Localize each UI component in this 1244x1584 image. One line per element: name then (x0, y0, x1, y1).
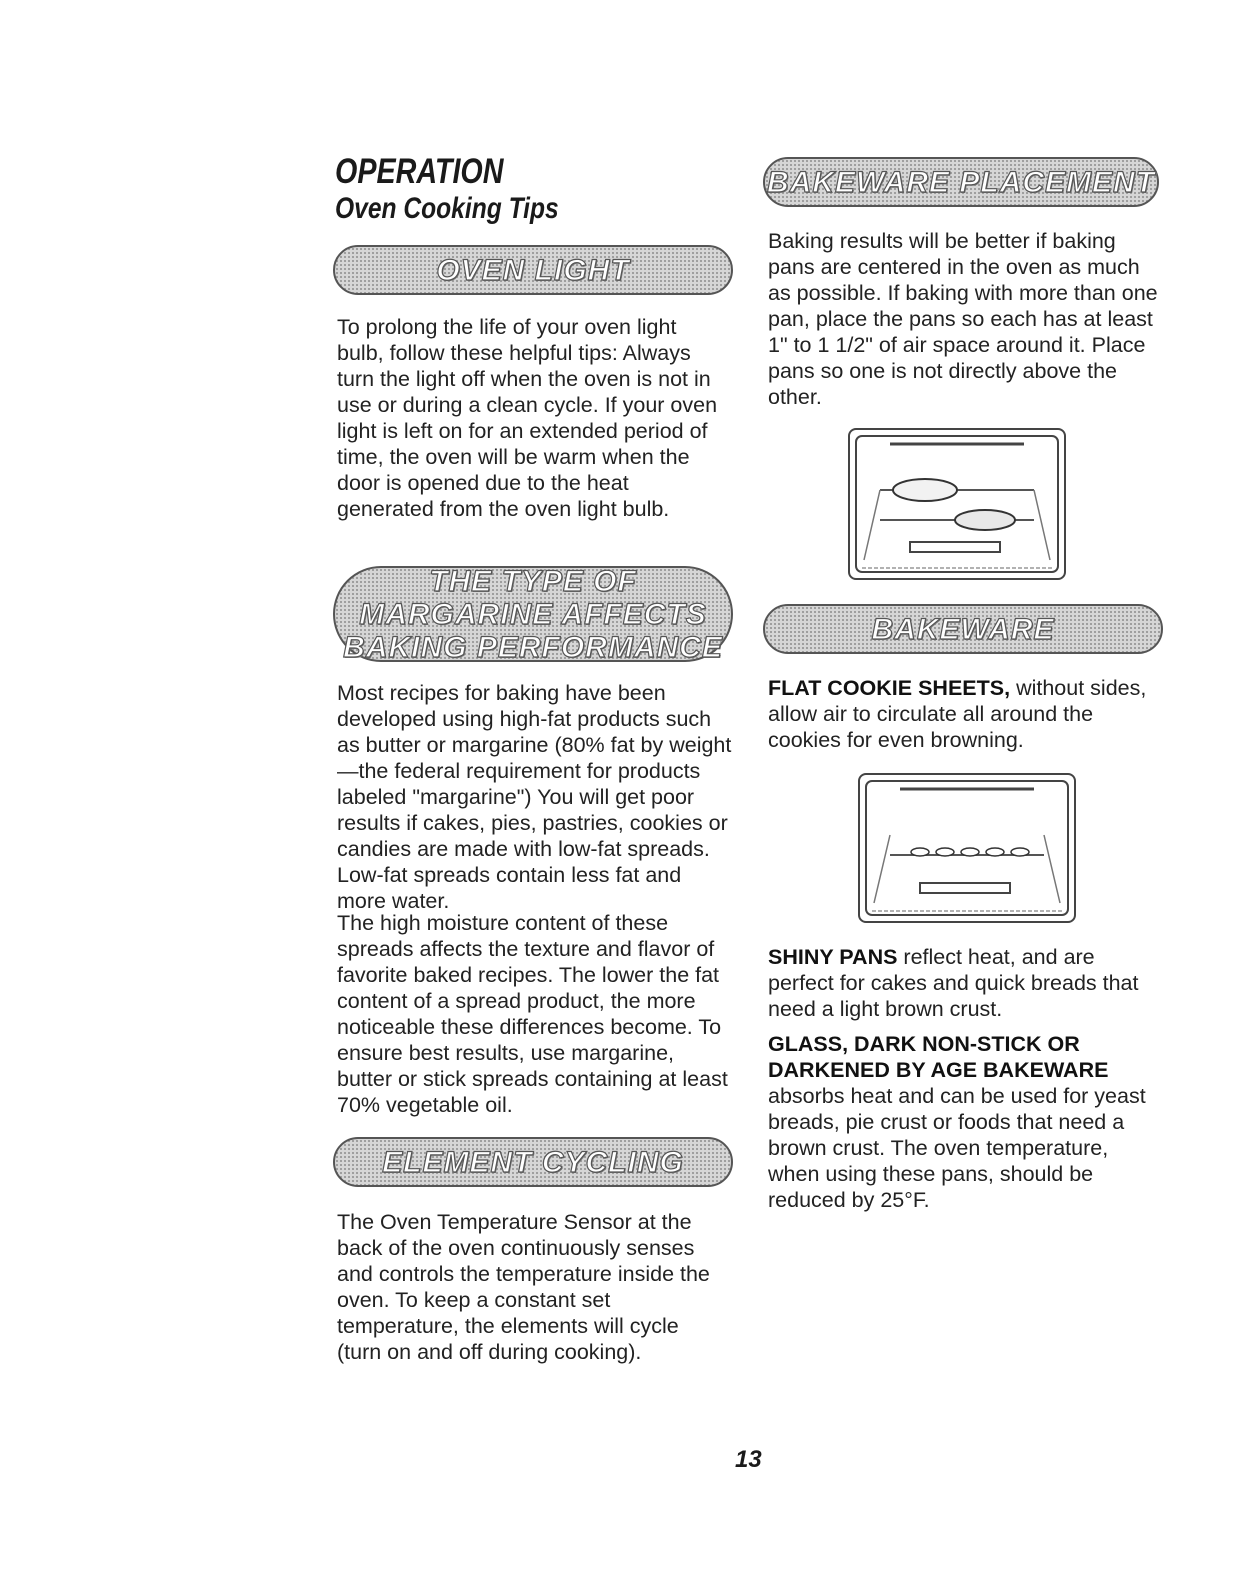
margarine-heading-line2: MARGARINE AFFECTS (359, 597, 707, 631)
bakeware-heading: BAKEWARE (871, 612, 1055, 646)
oven-light-text: To prolong the life of your oven light bulb, follow these helpful tips: Always turn the light off when the oven is not in use or during a clean cycle. If your oven light is left on for an extended period of time, the oven will be warm when the door is opened due to the heat generated from the oven light bulb. (337, 315, 718, 521)
shiny-pans-desc: reflect heat, and are perfect for cakes and quick breads that need a light brown crust. (768, 945, 1139, 1021)
glass-dark-label: GLASS, DARK NON-STICK OR DARKENED BY AGE BAKEWARE (768, 1032, 1109, 1082)
margarine-banner (333, 566, 733, 662)
cookie-sheets-text (768, 675, 1158, 753)
oven-light-heading: OVEN LIGHT (436, 253, 630, 287)
oven-two-pans-illustration (848, 428, 1066, 580)
placement-text: Baking results will be better if baking pans are centered in the oven as much as possible. If baking with more than one pan, place the pans so each has at least 1" to 1 1/2" of air space around it. Place pans so one is not directly above the other. (768, 229, 1158, 409)
bakeware-banner (763, 604, 1163, 654)
margarine-heading-line1: THE TYPE OF (429, 564, 637, 598)
glass-dark-text: absorbs heat and can be used for yeast breads, pie crust or foods that need a brown crust. The oven temperature, when using these pans, should be reduced by 25°F. (768, 1084, 1146, 1212)
element-cycling-text: The Oven Temperature Sensor at the back of the oven continuously senses and controls the temperature inside the oven. To keep a constant set temperature, the elements will cycle (turn on and off during cooking). (337, 1210, 710, 1364)
cookie-sheets-label: FLAT COOKIE SHEETS, (768, 676, 1011, 700)
page-subtitle: Oven Cooking Tips (335, 192, 559, 225)
oven-light-banner (333, 245, 733, 295)
oven-cookie-sheet-illustration (858, 773, 1076, 923)
margarine-heading-line3: BAKING PERFORMANCE (343, 630, 723, 664)
shiny-pans-text (768, 944, 1158, 1022)
margarine-text-2: The high moisture content of these spreads affects the texture and flavor of favorite baked recipes. The lower the fat content of a spread product, the more noticeable these differences become. To ensure best results, use margarine, butter or stick spreads containing at least 70% vegetable oil. (337, 911, 728, 1117)
element-cycling-banner (333, 1137, 733, 1187)
page-number: 13 (735, 1446, 762, 1473)
placement-heading: BAKEWARE PLACEMENT (766, 165, 1155, 199)
cookie-sheets-desc: without sides, allow air to circulate all around the cookies for even browning. (768, 676, 1147, 752)
margarine-text-1: Most recipes for baking have been developed using high-fat products such as butter or margarine (80% fat by weight—the federal requirement for products labeled "margarine") You will get poor results if cakes, pies, pastries, cookies or candies are made with low-fat spreads. Low-fat spreads contain less fat and more water. (337, 681, 732, 913)
element-cycling-heading: ELEMENT CYCLING (382, 1145, 684, 1179)
shiny-pans-label: SHINY PANS (768, 945, 898, 969)
page-title: OPERATION (335, 152, 504, 191)
placement-banner (763, 157, 1159, 207)
